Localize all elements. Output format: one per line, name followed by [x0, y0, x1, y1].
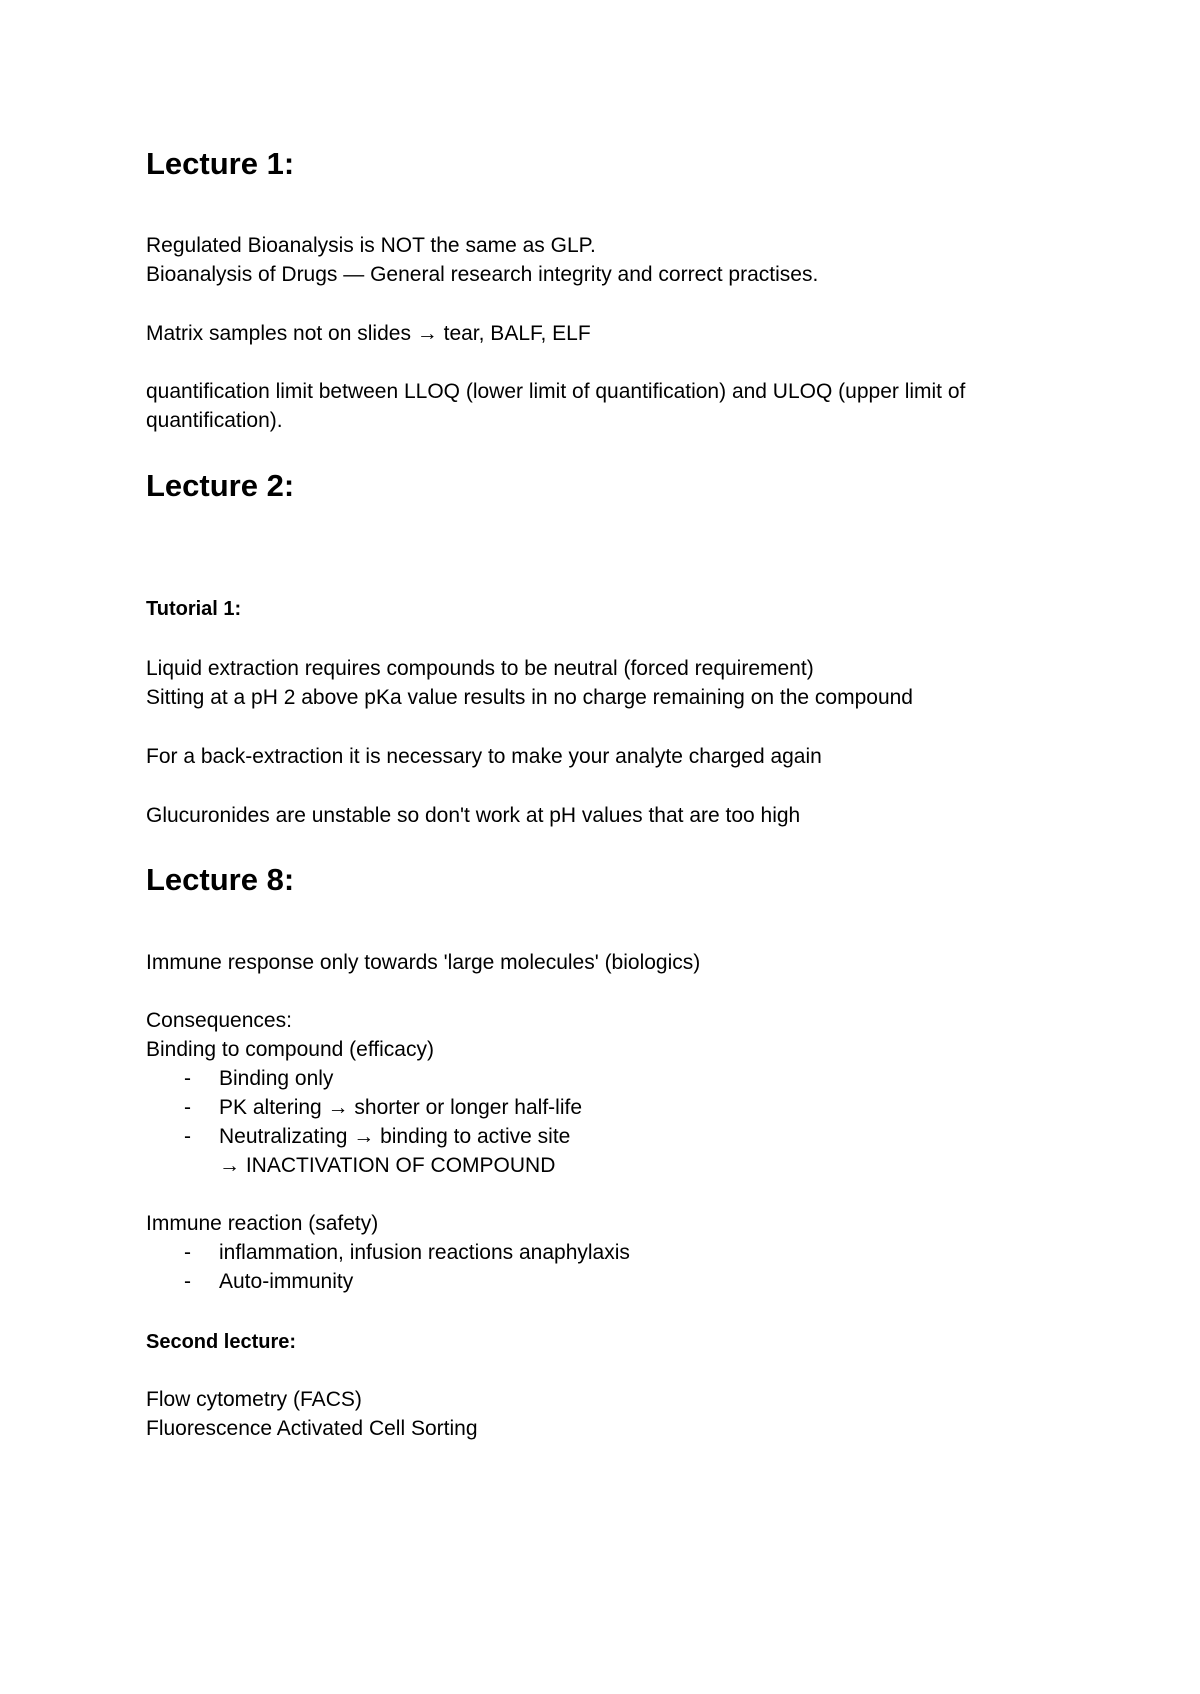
- bullet-dash: -: [184, 1270, 191, 1293]
- lecture-1-line-4: quantification limit between LLOQ (lower limit of quantification) and ULOQ (upper limit of quantification).: [146, 380, 966, 432]
- lecture-1-heading: Lecture 1:: [146, 146, 295, 181]
- tutorial-1-heading: Tutorial 1:: [146, 598, 242, 620]
- list-item: [184, 1238, 630, 1267]
- lecture-2-heading: Lecture 2:: [146, 468, 295, 503]
- list-item-text: Neutralizating → binding to active site: [219, 1125, 571, 1148]
- bullet-dash: -: [184, 1067, 191, 1090]
- second-lecture-line-1: Flow cytometry (FACS): [146, 1388, 362, 1411]
- list-item: [184, 1122, 570, 1151]
- bullet-dash: -: [184, 1125, 191, 1148]
- lecture-1-line-1: Regulated Bioanalysis is NOT the same as GLP.: [146, 234, 596, 257]
- list-item-text: PK altering → shorter or longer half-life: [219, 1096, 582, 1119]
- bullet-dash: -: [184, 1096, 191, 1119]
- binding-heading: Binding to compound (efficacy): [146, 1038, 434, 1061]
- list-item-text: Binding only: [219, 1067, 334, 1090]
- lecture-8-heading: Lecture 8:: [146, 862, 295, 897]
- tutorial-1-line-2: Sitting at a pH 2 above pKa value results in no charge remaining on the compound: [146, 686, 913, 709]
- second-lecture-heading: Second lecture:: [146, 1331, 297, 1353]
- lecture-1-line-2: Bioanalysis of Drugs — General research integrity and correct practises.: [146, 263, 819, 286]
- list-item-text: inflammation, infusion reactions anaphylaxis: [219, 1241, 630, 1264]
- list-item: [184, 1267, 353, 1296]
- tutorial-1-line-1: Liquid extraction requires compounds to be neutral (forced requirement): [146, 657, 814, 680]
- list-item-text: Auto-immunity: [219, 1270, 354, 1293]
- lecture-8-line-1: Immune response only towards 'large molecules' (biologics): [146, 951, 701, 974]
- immune-heading: Immune reaction (safety): [146, 1212, 379, 1235]
- list-item: [184, 1093, 582, 1122]
- list-item-continuation: → INACTIVATION OF COMPOUND: [219, 1154, 556, 1177]
- lecture-1-line-3: Matrix samples not on slides → tear, BALF, ELF: [146, 322, 591, 345]
- consequences-label: Consequences:: [146, 1009, 292, 1032]
- list-item: [184, 1064, 333, 1093]
- tutorial-1-line-4: Glucuronides are unstable so don't work at pH values that are too high: [146, 804, 801, 827]
- second-lecture-line-2: Fluorescence Activated Cell Sorting: [146, 1417, 478, 1440]
- bullet-dash: -: [184, 1241, 191, 1264]
- tutorial-1-line-3: For a back-extraction it is necessary to make your analyte charged again: [146, 745, 822, 768]
